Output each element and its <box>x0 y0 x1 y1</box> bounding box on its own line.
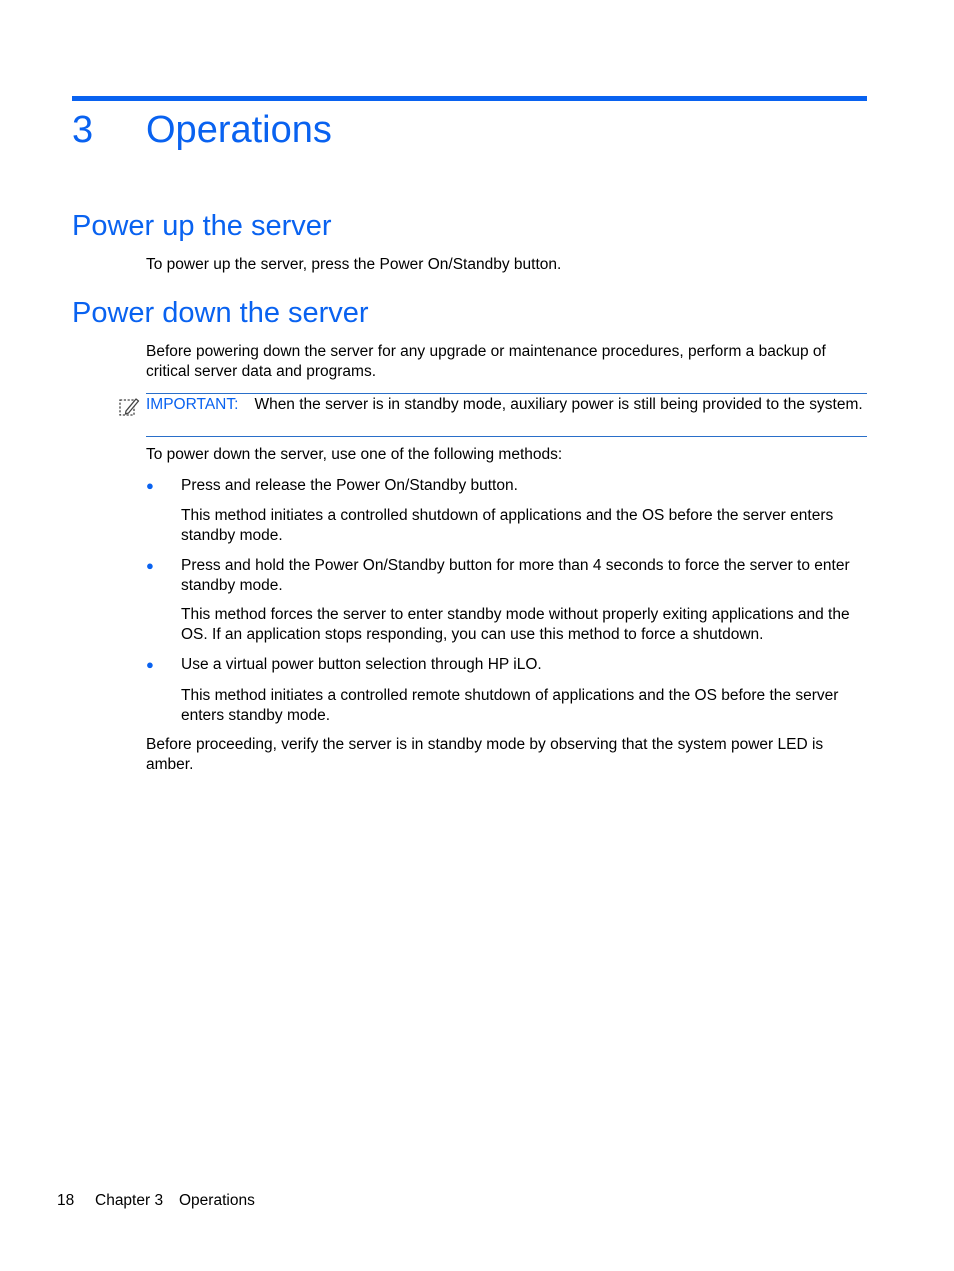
section-heading-power-down: Power down the server <box>72 297 369 329</box>
chapter-rule <box>72 96 867 101</box>
note-pencil-icon <box>118 396 140 418</box>
footer-chapter-title: Operations <box>179 1192 255 1209</box>
method-2-text: Press and hold the Power On/Standby button for more than 4 seconds to force the server to enter standby mode. <box>181 557 850 594</box>
closing-paragraph: Before proceeding, verify the server is in standby mode by observing that the system power LED is amber. <box>146 736 824 773</box>
chapter-number: 3 <box>72 109 94 151</box>
section-heading-power-up: Power up the server <box>72 210 332 242</box>
footer-chapter-label: Chapter 3 <box>95 1192 164 1209</box>
power-down-intro: Before powering down the server for any upgrade or maintenance procedures, perform a backup of critical server data and programs. <box>146 343 826 380</box>
note-label: IMPORTANT: <box>146 396 239 413</box>
method-3-text: Use a virtual power button selection through HP iLO. <box>181 656 542 673</box>
method-1-text: Press and release the Power On/Standby button. <box>181 477 518 494</box>
method-3-detail: This method initiates a controlled remote shutdown of applications and the OS before the server enters standby mode. <box>181 687 839 724</box>
important-note <box>146 393 867 437</box>
bullet-marker: ● <box>146 657 154 672</box>
power-up-paragraph: To power up the server, press the Power On/Standby button. <box>146 256 562 273</box>
note-text <box>146 395 867 415</box>
methods-lead-in: To power down the server, use one of the following methods: <box>146 446 563 463</box>
bullet-marker: ● <box>146 558 154 573</box>
note-body: When the server is in standby mode, auxiliary power is still being provided to the system. <box>254 396 863 413</box>
chapter-title <box>72 104 332 156</box>
method-1-detail: This method initiates a controlled shutdown of applications and the OS before the server enters standby mode. <box>181 507 834 544</box>
bullet-marker: ● <box>146 478 154 493</box>
chapter-title-text: Operations <box>146 109 332 151</box>
footer-page-number: 18 <box>57 1192 75 1209</box>
method-2-detail: This method forces the server to enter standby mode without properly exiting applications and the OS. If an application stops responding, you can use this method to force a shutdown. <box>181 606 850 643</box>
